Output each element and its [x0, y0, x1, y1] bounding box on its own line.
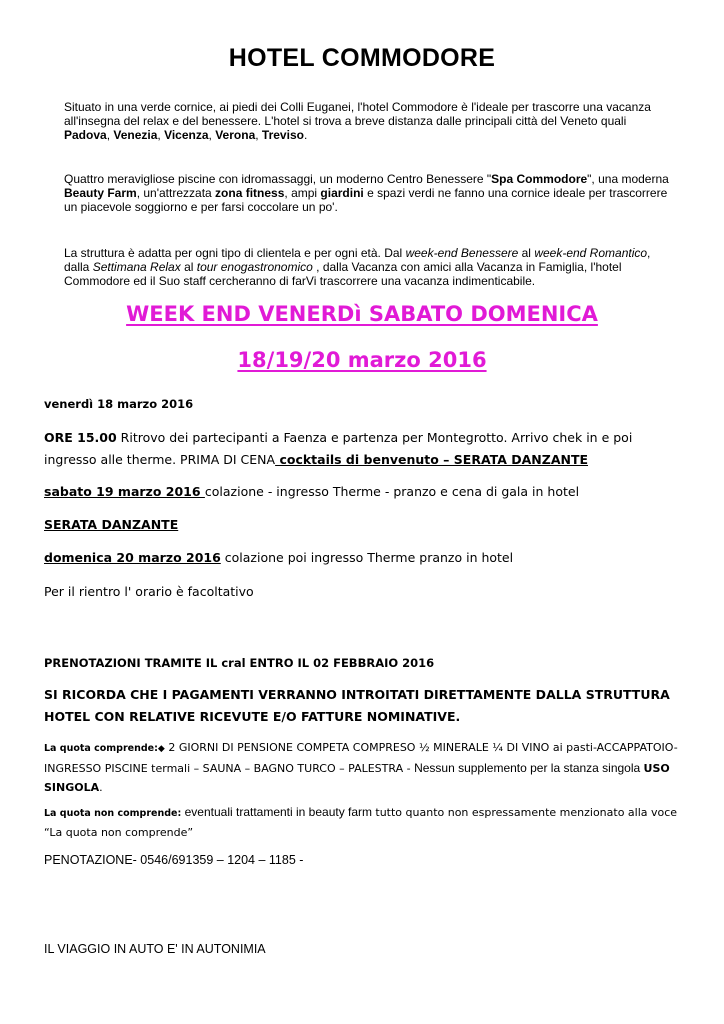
- travel-note: IL VIAGGIO IN AUTO E' IN AUTONIMIA: [44, 942, 266, 956]
- city-name: Vicenza: [164, 128, 209, 142]
- single-use: USO SINGOLA: [44, 762, 670, 794]
- italic-phrase: week-end Romantico: [534, 246, 648, 260]
- day2-text: colazione - ingresso Therme - pranzo e cena di gala in hotel: [204, 484, 580, 499]
- includes-label: La quota comprende:: [44, 743, 158, 754]
- intro-text: al: [518, 246, 535, 260]
- bullet-icon: ◆: [157, 744, 165, 754]
- intro-paragraph-2: [64, 172, 674, 214]
- spa-name: Spa Commodore: [491, 172, 588, 186]
- intro-text: , un'attrezzata: [136, 186, 216, 200]
- payment-note: SI RICORDA CHE I PAGAMENTI VERRANNO INTROITATI DIRETTAMENTE DALLA STRUTTURA HOTEL CON RELATIVE RICEVUTE E/O FATTURE NOMINATIVE.: [44, 687, 670, 724]
- day1-text: Ritrovo dei partecipanti a Faenza e partenza per Montegrotto. Arrivo chek in e poi ingresso alle therme. PRIMA DI CENA: [44, 430, 633, 467]
- intro-text: ", una moderna: [587, 172, 669, 186]
- excludes-label: La quota non comprende:: [44, 808, 182, 819]
- city-name: Venezia: [113, 128, 158, 142]
- intro-text: Situato in una verde cornice, ai piedi dei Colli Euganei, l'hotel Commodore è l'ideale per trascorre una vacanza all'insegna del relax e del benessere. L'hotel si trova a breve distanza dalle principali città del Veneto quali: [64, 100, 651, 128]
- separator: ,: [208, 128, 216, 142]
- day3-program: [44, 547, 684, 569]
- intro-text: , ampi: [284, 186, 321, 200]
- fitness-zone: zona fitness: [215, 186, 285, 200]
- separator: ,: [255, 128, 262, 142]
- day2-evening: SERATA DANZANTE: [44, 517, 179, 532]
- day1-time: ORE 15.00: [44, 430, 117, 445]
- intro-text: al: [180, 260, 197, 274]
- includes-paragraph: [44, 738, 684, 797]
- beauty-farm: Beauty Farm: [64, 186, 137, 200]
- includes-text: 2 GIORNI DI PENSIONE COMPETA COMPRESO ½ MINERALE ¼ DI VINO ai pasti-ACCAPPATOIO- INGRESSO PISCINE termali – SAUNA – BAGNO TURCO – PALESTRA -: [44, 741, 678, 775]
- excludes-paragraph: [44, 803, 684, 842]
- intro-text: La struttura è adatta per ogni tipo di clientela e per ogni età. Dal: [64, 246, 406, 260]
- intro-text: e spazi verdi ne fanno una cornice ideale per trascorrere un piacevole soggiorno e per farsi coccolare un po'.: [64, 186, 668, 214]
- intro-text: , dalla: [64, 246, 651, 274]
- date-headline: 18/19/20 marzo 2016: [237, 348, 487, 372]
- intro-text: , dalla Vacanza con amici alla Vacanza in Famiglia, l'hotel Commodore ed il Suo staff cercheranno di farVi trascorrere una vacanza indimenticabile.: [64, 260, 622, 288]
- city-name: Treviso: [261, 128, 304, 142]
- weekend-headline: WEEK END VENERDì SABATO DOMENICA: [126, 302, 598, 326]
- day1-label: venerdì 18 marzo 2016: [44, 397, 194, 411]
- italic-phrase: tour enogastronomico: [196, 260, 313, 274]
- city-name: Verona: [215, 128, 256, 142]
- separator: ,: [157, 128, 165, 142]
- intro-paragraph-3: [64, 246, 674, 288]
- day2-label: sabato 19 marzo 2016: [44, 484, 205, 499]
- phone-line: PENOTAZIONE- 0546/691359 – 1204 – 1185 -: [44, 853, 304, 867]
- includes-text-b: Nessun supplemento per la stanza singola: [414, 761, 644, 775]
- gardens: giardini: [320, 186, 364, 200]
- excludes-text: eventuali trattamenti in beauty farm: [181, 805, 376, 819]
- day3-text: colazione poi ingresso Therme pranzo in hotel: [220, 550, 514, 565]
- intro-paragraph-1: [64, 100, 674, 142]
- day2-program: [44, 481, 684, 503]
- period: .: [99, 781, 103, 794]
- intro-text: Quattro meravigliose piscine con idromassaggi, un moderno Centro Benessere ": [64, 172, 492, 186]
- day3-label: domenica 20 marzo 2016: [44, 550, 221, 565]
- excludes-text-b: tutto quanto non espressamente menzionato alla voce “La quota non comprende”: [44, 806, 678, 839]
- italic-phrase: Settimana Relax: [92, 260, 181, 274]
- page-title: HOTEL COMMODORE: [228, 44, 496, 72]
- return-note: Per il rientro l' orario è facoltativo: [44, 584, 254, 599]
- period: .: [303, 128, 308, 142]
- day2-evening-line: [44, 514, 684, 536]
- day1-evening: cocktails di benvenuto – SERATA DANZANTE: [275, 452, 589, 467]
- day1-program: [44, 427, 684, 471]
- city-name: Padova: [64, 128, 107, 142]
- italic-phrase: week-end Benessere: [405, 246, 519, 260]
- separator: ,: [106, 128, 114, 142]
- booking-note: PRENOTAZIONI TRAMITE IL cral ENTRO IL 02 FEBBRAIO 2016: [44, 656, 435, 670]
